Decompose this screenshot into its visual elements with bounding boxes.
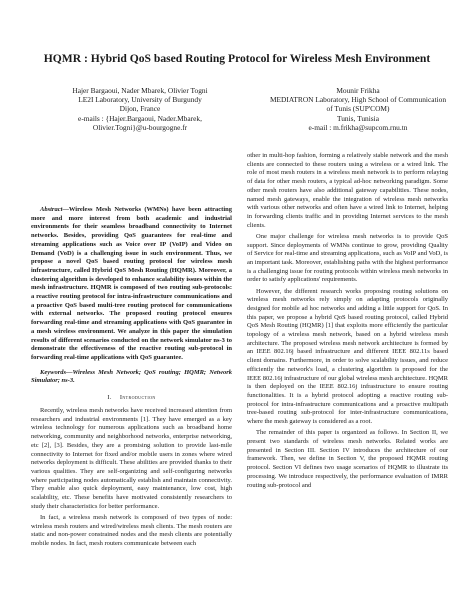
body-paragraph: However, the different research works proposing routing solutions on wireless mesh networks rely simply on adapting protocols originally designed for mobile ad hoc networks and adding a little support for QoS. In this paper, we propose a hybrid QoS based routing protocol, called Hybrid QoS Mesh Routing (HQMR) [1] that exploits more efficiently the particular topology of a wireless mesh network, based on a hybrid wireless mesh architecture. The proposed wireless mesh network architecture is formed by an IEEE 802.16j based infrastructure and different IEEE 802.11s based client domains. Furthermore, in order to solve scalability issues, and reduce efficiently the network's load, a clustering algorithm is proposed for the IEEE 802.16j infrastructure of our global wireless mesh architecture. HQMR is then deployed on the IEEE 802.16j infrastructure to ensure routing functionalities. It is a hybrid protocol adopting a reactive routing sub-protocol for intra-infrastructure communications and a proactive multipath tree-based routing sub-protocol for inter-infrastructure communications, where the mesh gateway is considered as a root. — [247, 287, 448, 426]
intro-paragraph: In fact, a wireless mesh network is composed of two types of node: wireless mesh routers and wired/wireless mesh clients. The mesh routers are static and non-power constrained nodes and the mesh clients are potentially mobile nodes. In fact, mesh routers communicate between each — [31, 514, 232, 548]
intro-paragraph: Recently, wireless mesh networks have received increased attention from researchers and industrial environments [1]. They have emerged as a key wireless technology for numerous applications such as broadband home networking, community and neighborhood networks, enterprise networking, etc [2], [3]. Besides, they are a promising solution to provide last-mile connectivity to Internet for fixed and/or mobile users in zones where wired networks deployment is difficult. These abilities are provided thanks to their various qualities. They are self-organizing and self-configuring networks where participating nodes automatically establish and maintain connectivity. They enable also quick deployment, easy maintenance, low cost, high scalability, etc. These benefits have motivated consistently researchers to study their characteristics for better performance. — [31, 407, 232, 510]
author-email-continued: Olivier.Togni}@u-bourgogne.fr — [92, 122, 188, 132]
author-email: e-mail : m.frikha@supcom.rnu.tn — [308, 122, 408, 132]
author-affiliation-location: Tunis, Tunisia — [336, 113, 380, 123]
author-email: e-mails : {Hajer.Bargaoui, Nader.Mbarek, — [78, 113, 202, 123]
author-affiliation-continued: of Tunis (SUP'COM) — [326, 104, 390, 114]
abstract — [31, 206, 232, 363]
author-block-right — [268, 86, 448, 132]
author-names: Mounir Frikha — [336, 86, 380, 95]
author-names: Hajer Bargaoui, Nader Mbarek, Olivier Togni — [72, 86, 208, 95]
author-affiliation: LE2I Laboratory, University of Burgundy — [78, 95, 202, 105]
left-column — [31, 206, 232, 549]
author-block-left — [40, 86, 240, 132]
body-paragraph: other in multi-hop fashion, forming a relatively stable network and the mesh clients are connected to these routers using a wireless or a wired link. The role of most mesh routers in a wireless mesh network is to perform relaying of data for other mesh routers, a typical ad-hoc networking paradigm. Some other mesh routers have also additional gateway capabilities. These nodes, named mesh gateways, enable the integration of wireless mesh networks with various other networks and often have a wired link to Internet, helping in forwarding clients traffic and in providing Internet services to the mesh clients. — [247, 152, 448, 229]
abstract-label: Abstract — [40, 206, 63, 213]
body-paragraph: The remainder of this paper is organized as follows. In Section II, we present two standards of wireless mesh networks. Related works are presented in Section III. Section IV introduces the architecture of our framework. Then, we define in Section V, the proposed HQMR routing protocol. Section VI defines two usage scenarios of HQMR to illustrate its processing. We introduce respectively, the performance evaluation of IMRR routing sub-protocol and — [247, 429, 448, 489]
section-number: I. — [107, 394, 112, 402]
paper-title: HQMR : Hybrid QoS based Routing Protocol for Wireless Mesh Environment — [43, 52, 431, 65]
keywords-text: —Wireless Mesh Network; QoS routing; HQMR; Network Simulator; ns-3. — [31, 368, 232, 385]
section-heading — [31, 394, 232, 402]
keywords-label: Keywords — [40, 368, 66, 376]
author-affiliation-location: Dijon, France — [119, 104, 161, 114]
keywords — [31, 369, 232, 386]
abstract-text: —Wireless Mesh Networks (WMNs) have been attracting more and more interest from both academic and industrial environments for their seamless broadband connectivity to Internet networks. Besides, providing QoS guarantees for real-time and streaming applications such as Voice over IP (VoIP) and Video on Demand (VoD) is a challenging issue in such environment. Thus, we propose a novel QoS based routing protocol for wireless mesh infrastructure, called Hybrid QoS Mesh Routing (HQMR). Moreover, a clustering algorithm is developed to enhance scalability issues within the mesh infrastructure. HQMR is composed of two routing sub-protocols: a reactive routing protocol for intra-infrastructure communications and a proactive QoS based multi-tree routing protocol for communications with external networks. The proposed routing protocol ensures forwarding real-time and streaming applications with QoS guarantee in a mesh wireless environment. We analyze in this paper the simulation results of different scenarios conducted on the network simulator ns-3 to demonstrate the effectiveness of the reactive routing sub-protocol in forwarding real-time applications with QoS guarantee. — [31, 206, 232, 361]
body-paragraph: One major challenge for wireless mesh networks is to provide QoS support. Since deployments of WMNs continue to grow, providing Quality of Service for real-time and streaming applications, such as VoIP and VoD, is an important task. Moreover, establishing paths with the highest performance is a challenging issue for routing protocols within wireless mesh networks in order to satisfy applications' requirements. — [247, 232, 449, 284]
section-title: Introduction — [119, 394, 156, 402]
right-column — [247, 152, 448, 490]
author-affiliation: MEDIATRON Laboratory, High School of Communication — [269, 95, 447, 105]
